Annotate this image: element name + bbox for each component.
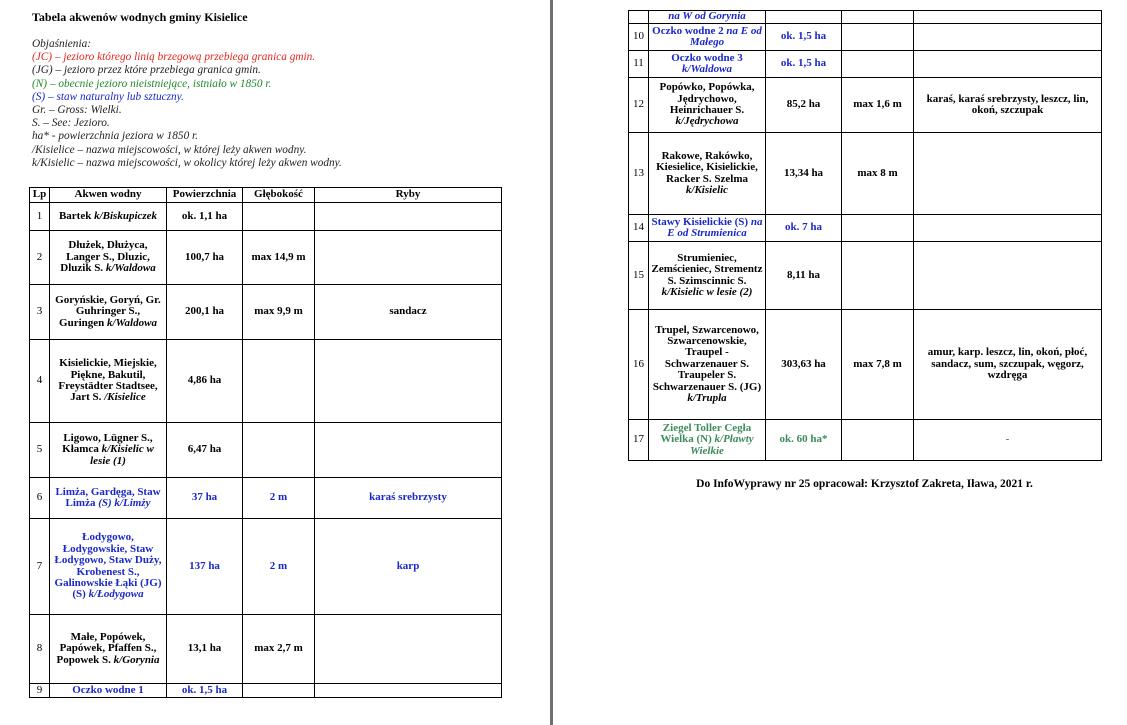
- row-number: 15: [629, 242, 649, 310]
- water-body-name: [50, 340, 167, 423]
- row-number: 6: [30, 478, 50, 519]
- water-body-name: [649, 24, 766, 51]
- name-text: Małe, Popówek, Papówek, Pfaffen S., Popowek S.: [56, 630, 157, 666]
- lakes-table-continued: [628, 10, 1102, 461]
- table-row: [30, 615, 502, 684]
- fish-cell: karp: [315, 519, 502, 615]
- name-text: Trupel, Szwarcenowo, Szwarcenowskie, Traupel - Schwarzenauer S. Traupeler S. Schwarzenauer S. (JG): [652, 323, 762, 393]
- location-text: k/Waldowa: [107, 316, 157, 329]
- water-body-name: [50, 615, 167, 684]
- legend-line: (S) – staw naturalny lub sztuczny.: [32, 90, 184, 103]
- area-cell: ok. 1,1 ha: [167, 203, 243, 231]
- header-fish: Ryby: [315, 188, 502, 203]
- depth-cell: [842, 242, 914, 310]
- water-body-name: [50, 423, 167, 478]
- name-text: Kisielickie, Miejskie, Piękne, Bakutil, Freystädter Stadtsee, Jart S.: [58, 357, 158, 404]
- location-text: na E od Strumienica: [667, 215, 763, 239]
- area-cell: ok. 60 ha*: [766, 420, 842, 461]
- depth-cell: [842, 11, 914, 24]
- location-text: k/Kisielic w lesie (2): [661, 285, 753, 298]
- fish-cell: karaś srebrzysty: [315, 478, 502, 519]
- depth-cell: [243, 684, 315, 698]
- table-row: [629, 215, 1102, 242]
- table-row: [629, 78, 1102, 133]
- name-text: Goryńskie, Goryń, Gr. Guhringer S., Guringen: [55, 293, 161, 329]
- location-text: k/Waldowa: [682, 63, 732, 75]
- row-number: 9: [30, 684, 50, 698]
- legend-line: Gr. – Gross: Wielki.: [32, 104, 122, 117]
- fish-cell: [914, 24, 1102, 51]
- location-text: k/Kisielic w lesie (1): [90, 443, 154, 467]
- header-lp: Lp: [30, 188, 50, 203]
- table-row: [629, 420, 1102, 461]
- location-text: k/Trupla: [687, 392, 727, 405]
- area-cell: ok. 1,5 ha: [766, 51, 842, 78]
- depth-cell: [842, 215, 914, 242]
- location-text: k/Pławty Wielkie: [690, 433, 754, 457]
- table-row: [629, 310, 1102, 420]
- area-cell: 4,86 ha: [167, 340, 243, 423]
- row-number: 16: [629, 310, 649, 420]
- water-body-name: [649, 78, 766, 133]
- row-number: [629, 11, 649, 24]
- fish-cell: [914, 215, 1102, 242]
- fish-cell: [315, 203, 502, 231]
- depth-cell: max 8 m: [842, 133, 914, 215]
- name-text: Rakowe, Rakówko, Kiesielice, Kisielickie, Racker S. Szelma: [656, 149, 758, 185]
- depth-cell: 2 m: [243, 478, 315, 519]
- legend-line: k/Kisielic – nazwa miejscowości, w okolicy której leży akwen wodny.: [32, 156, 342, 169]
- page-separator: [550, 0, 564, 725]
- location-text: k/Łodygowa: [88, 588, 144, 601]
- table-row: [629, 24, 1102, 51]
- name-text: Oczko wodne 1: [72, 683, 144, 696]
- row-number: 7: [30, 519, 50, 615]
- fish-cell: [315, 684, 502, 698]
- name-text: Bartek: [58, 209, 92, 222]
- row-number: 4: [30, 340, 50, 423]
- area-cell: 8,11 ha: [766, 242, 842, 310]
- name-text: Dłużek, Dłużyca, Langer S., Dluzic, Dluzik S.: [60, 239, 150, 275]
- area-cell: 85,2 ha: [766, 78, 842, 133]
- table-row: [629, 11, 1102, 24]
- depth-cell: 2 m: [243, 519, 315, 615]
- area-cell: ok. 1,5 ha: [167, 684, 243, 698]
- area-cell: 200,1 ha: [167, 285, 243, 340]
- location-text: k/Kisielic: [685, 183, 729, 196]
- table-row: [30, 478, 502, 519]
- water-body-name: [50, 519, 167, 615]
- table-row: [629, 51, 1102, 78]
- area-cell: 37 ha: [167, 478, 243, 519]
- name-text: Oczko wodne 3: [671, 51, 743, 64]
- depth-cell: [243, 340, 315, 423]
- legend: [32, 38, 342, 170]
- fish-cell: amur, karp. leszcz, lin, okoń, płoć, sandacz, sum, szczupak, węgorz, wzdręga: [914, 310, 1102, 420]
- water-body-name: [649, 420, 766, 461]
- fish-cell: [914, 133, 1102, 215]
- document-title: Tabela akwenów wodnych gminy Kisielice: [32, 10, 248, 24]
- table-row: [30, 684, 502, 698]
- fish-cell: -: [914, 420, 1102, 461]
- header-depth: Głębokość: [243, 188, 315, 203]
- author-note: Do InfoWyprawy nr 25 opracował: Krzysztof Zakreta, Iława, 2021 r.: [696, 478, 1033, 490]
- table-row: [30, 203, 502, 231]
- water-body-name: [649, 310, 766, 420]
- area-cell: 137 ha: [167, 519, 243, 615]
- fish-cell: [315, 340, 502, 423]
- legend-line: (N) – obecnie jezioro nieistniejące, istniało w 1850 r.: [32, 77, 272, 90]
- depth-cell: max 1,6 m: [842, 78, 914, 133]
- location-text: (S) k/Limży: [98, 497, 151, 509]
- name-text: Stawy Kisielickie (S): [651, 215, 749, 228]
- fish-cell: [914, 51, 1102, 78]
- row-number: 3: [30, 285, 50, 340]
- depth-cell: max 7,8 m: [842, 310, 914, 420]
- water-body-name: [50, 478, 167, 519]
- fish-cell: [315, 423, 502, 478]
- area-cell: 13,34 ha: [766, 133, 842, 215]
- location-text: k/Biskupiczek: [94, 209, 158, 222]
- water-body-name: [649, 11, 766, 24]
- depth-cell: max 14,9 m: [243, 231, 315, 285]
- water-body-name: [649, 215, 766, 242]
- water-body-name: [50, 203, 167, 231]
- row-number: 13: [629, 133, 649, 215]
- depth-cell: max 2,7 m: [243, 615, 315, 684]
- location-text: /Kisielice: [104, 391, 146, 404]
- name-text: Popówko, Popówka, Jędrychowo, Heinrichauer S.: [659, 81, 755, 116]
- table-row: [629, 133, 1102, 215]
- water-body-name: [649, 133, 766, 215]
- table-row: [30, 340, 502, 423]
- document-page-left: [0, 0, 550, 725]
- legend-line: ha* - powierzchnia jeziora w 1850 r.: [32, 130, 199, 143]
- table-row: [629, 242, 1102, 310]
- row-number: 17: [629, 420, 649, 461]
- row-number: 14: [629, 215, 649, 242]
- water-body-name: [50, 285, 167, 340]
- depth-cell: [842, 24, 914, 51]
- legend-line: S. – See: Jezioro.: [32, 117, 110, 130]
- row-number: 1: [30, 203, 50, 231]
- location-text: na E od Małego: [689, 24, 762, 48]
- water-body-name: [649, 51, 766, 78]
- row-number: 10: [629, 24, 649, 51]
- area-cell: 303,63 ha: [766, 310, 842, 420]
- area-cell: ok. 1,5 ha: [766, 24, 842, 51]
- location-text: na W od Gorynia: [668, 10, 746, 23]
- legend-line: Objaśnienia:: [32, 38, 91, 50]
- location-text: k/Waldowa: [105, 262, 156, 275]
- area-cell: 100,7 ha: [167, 231, 243, 285]
- depth-cell: [842, 420, 914, 461]
- depth-cell: [842, 51, 914, 78]
- table-row: [30, 285, 502, 340]
- name-text: Limża, Gardęga, Staw Limża: [55, 485, 161, 509]
- fish-cell: [914, 242, 1102, 310]
- table-body: [629, 11, 1102, 461]
- area-cell: 13,1 ha: [167, 615, 243, 684]
- depth-cell: [243, 423, 315, 478]
- table-row: [30, 231, 502, 285]
- page-separator-line: [550, 0, 553, 725]
- name-text: Ligowo, Lügner S., Kłamca: [62, 431, 153, 456]
- fish-cell: [914, 11, 1102, 24]
- name-text: Oczko wodne 2: [652, 24, 724, 37]
- fish-cell: sandacz: [315, 285, 502, 340]
- header-area: Powierzchnia: [167, 188, 243, 203]
- legend-line: (JG) – jezioro przez które przebiega granica gmin.: [32, 64, 261, 77]
- row-number: 2: [30, 231, 50, 285]
- table-header-row: [30, 188, 502, 203]
- table-body: [30, 203, 502, 698]
- location-text: k/Jędrychowa: [675, 115, 739, 128]
- water-body-name: [50, 684, 167, 698]
- area-cell: 6,47 ha: [167, 423, 243, 478]
- water-body-name: [649, 242, 766, 310]
- table-row: [30, 519, 502, 615]
- water-body-name: [50, 231, 167, 285]
- row-number: 8: [30, 615, 50, 684]
- location-text: k/Gorynia: [113, 653, 160, 666]
- row-number: 11: [629, 51, 649, 78]
- table-row: [30, 423, 502, 478]
- fish-cell: [315, 615, 502, 684]
- area-cell: [766, 11, 842, 24]
- fish-cell: karaś, karaś srebrzysty, leszcz, lin, okoń, szczupak: [914, 78, 1102, 133]
- legend-line: (JC) – jezioro którego linią brzegową przebiega granica gmin.: [32, 51, 316, 64]
- depth-cell: [243, 203, 315, 231]
- area-cell: ok. 7 ha: [766, 215, 842, 242]
- header-name: Akwen wodny: [50, 188, 167, 203]
- row-number: 5: [30, 423, 50, 478]
- lakes-table: [29, 187, 502, 698]
- name-text: Ziegel Toller Cegła Wielka (N): [660, 421, 752, 446]
- fish-cell: [315, 231, 502, 285]
- name-text: Strumieniec, Zemścieniec, Strementz S. Szimscinnic S.: [651, 251, 763, 287]
- name-text: Łodygowo, Łodygowskie, Staw Łodygowo, Staw Duży, Krobenest S., Galinowskie Łąki (JG) (S): [54, 531, 162, 601]
- legend-line: /Kisielice – nazwa miejscowości, w której leży akwen wodny.: [32, 143, 307, 156]
- depth-cell: max 9,9 m: [243, 285, 315, 340]
- row-number: 12: [629, 78, 649, 133]
